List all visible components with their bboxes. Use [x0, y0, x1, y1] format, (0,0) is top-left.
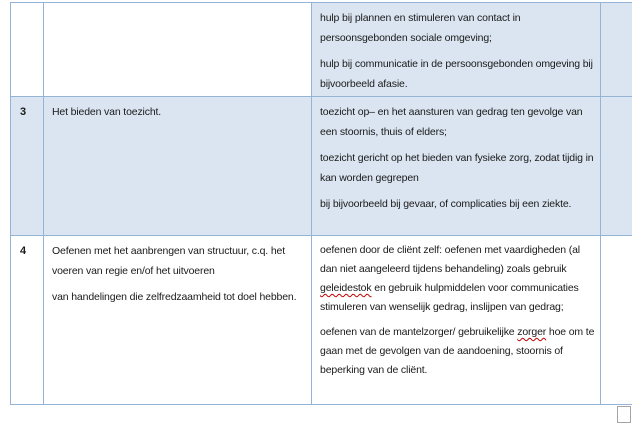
table-cell-cutoff-row3 — [601, 236, 632, 405]
description-paragraph: Oefenen met het aanbrengen van structuur, c.q. het voeren van regie en/of het uitvoeren — [52, 245, 285, 277]
detail-text: en gebruik hulpmiddelen voor communicaties stimuleren van wenselijk gedrag, inslijpen van gedrag; — [320, 282, 579, 313]
detail-paragraph — [320, 323, 596, 380]
table-cell-number-row3: 4 — [11, 236, 44, 405]
table-cell-details-row1 — [312, 3, 601, 97]
corner-square-handle[interactable] — [617, 406, 631, 423]
table-cell-details-row2 — [312, 97, 601, 236]
table-cell-number-row2: 3 — [11, 97, 44, 236]
detail-paragraph: hulp bij communicatie in de persoonsgebonden omgeving bij bijvoorbeeld afasie. — [320, 58, 593, 90]
description-paragraph: Het bieden van toezicht. — [52, 106, 162, 118]
misspelled-word: zorger — [517, 326, 547, 338]
misspelled-word: geleidestok — [320, 282, 372, 294]
detail-text: hoe om te gaan met de gevolgen van de aandoening, stoornis of beperking van de cliënt. — [320, 326, 595, 376]
detail-text: oefenen van de mantelzorger/ gebruikelijke — [320, 326, 518, 338]
care-activities-table — [10, 2, 632, 405]
table-cell-description-row2 — [44, 97, 312, 236]
detail-paragraph — [320, 241, 596, 317]
table-cell-cutoff-row2 — [601, 97, 632, 236]
table-cell-cutoff-row1 — [601, 3, 632, 97]
table-cell-details-row3 — [312, 236, 601, 405]
detail-text: oefenen door de cliënt zelf: oefenen met vaardigheden (al dan niet aangeleerd tijdens behandeling) zoals gebruik — [320, 244, 580, 275]
table-cell-description-row3 — [44, 236, 312, 405]
detail-paragraph: toezicht op– en het aansturen van gedrag ten gevolge van een stoornis, thuis of elders; — [320, 106, 583, 138]
detail-paragraph: toezicht gericht op het bieden van fysieke zorg, zodat tijdig in kan worden gegrepen — [320, 152, 594, 184]
table-cell-description-row1 — [44, 3, 312, 97]
detail-paragraph: bij bijvoorbeeld bij gevaar, of complicaties bij een ziekte. — [320, 198, 572, 210]
detail-paragraph: hulp bij plannen en stimuleren van contact in persoonsgebonden sociale omgeving; — [320, 12, 521, 44]
description-paragraph: van handelingen die zelfredzaamheid tot doel hebben. — [52, 291, 297, 303]
table-cell-number-row1 — [11, 3, 44, 97]
